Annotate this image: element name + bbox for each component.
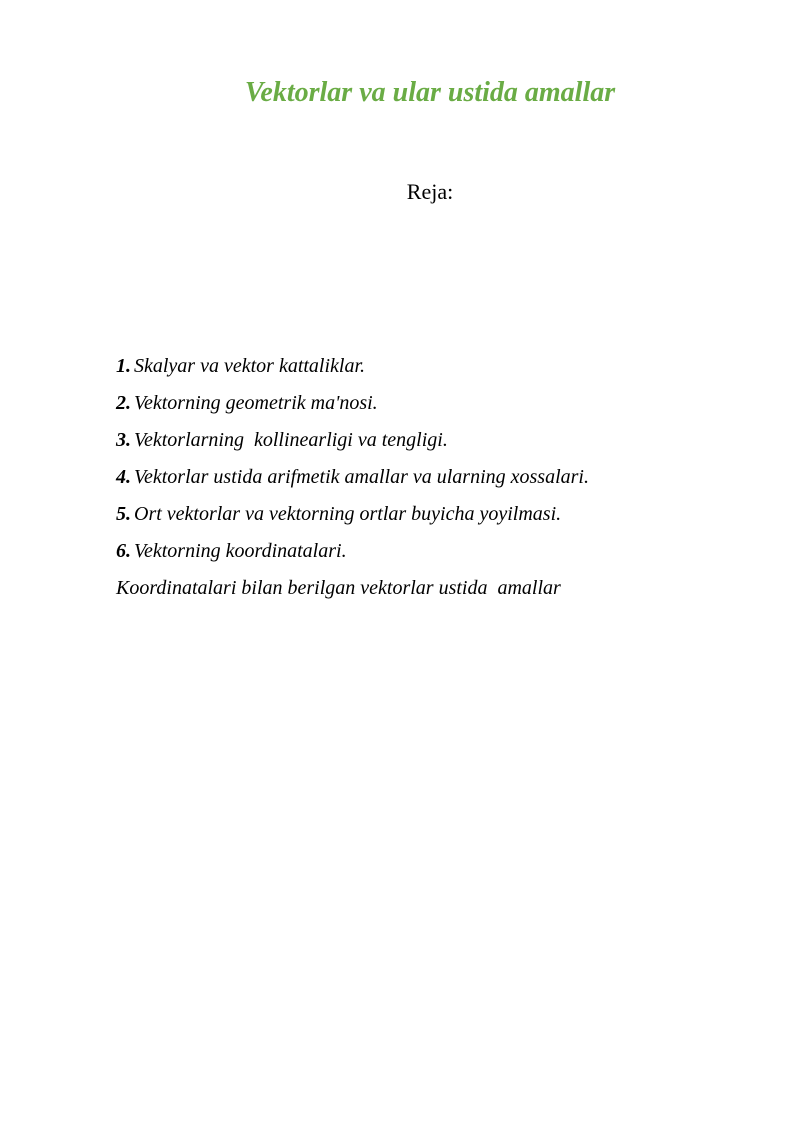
plan-item-text: Vektorning koordinatalari. xyxy=(134,540,347,562)
plan-item-text: Vektorning geometrik ma'nosi. xyxy=(134,392,378,414)
plan-item-text: Vektorlarning kollinearligi va tengligi. xyxy=(134,429,448,451)
plan-item-text: Vektorlar ustida arifmetik amallar va ularning xossalari. xyxy=(134,466,589,488)
plan-item xyxy=(116,501,589,538)
plan-item xyxy=(116,427,589,464)
plan-item xyxy=(116,575,589,612)
plan-item-number: 6. xyxy=(116,540,131,562)
plan-item xyxy=(116,353,589,390)
plan-item xyxy=(116,538,589,575)
plan-item-text: Ort vektorlar va vektorning ortlar buyicha yoyilmasi. xyxy=(134,503,562,525)
plan-list xyxy=(116,353,589,612)
plan-item-number: 4. xyxy=(116,466,131,488)
plan-item-number: 3. xyxy=(116,429,131,451)
plan-heading: Reja: xyxy=(406,179,454,204)
plan-item-number: 2. xyxy=(116,392,131,414)
plan-item-text: Koordinatalari bilan berilgan vektorlar ustida amallar xyxy=(116,577,561,599)
plan-item-number: 1. xyxy=(116,355,131,377)
plan-item xyxy=(116,390,589,427)
plan-item-number: 5. xyxy=(116,503,131,525)
plan-item-text: Skalyar va vektor kattaliklar. xyxy=(134,355,366,377)
document-title: Vektorlar va ular ustida amallar xyxy=(244,77,616,108)
plan-item xyxy=(116,464,589,501)
